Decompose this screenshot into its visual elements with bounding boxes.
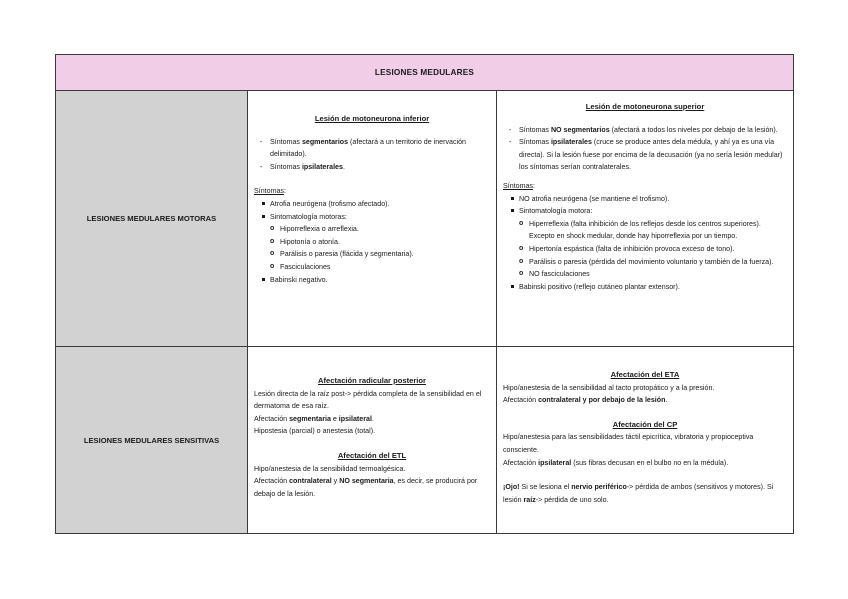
cell-motoneurona-inferior	[248, 91, 497, 346]
superior-bullet-list	[503, 193, 787, 218]
list-item: o Hiperreflexia (falta inhibición de los reflejos desde los centros superiores). Excepto en shock medular, donde hay hiporreflexia por un tiempo.	[503, 218, 787, 243]
superior-dash-list	[503, 124, 787, 174]
list-item: Sintomatología motoras:	[254, 211, 490, 224]
list-item: Babinski negativo.	[254, 274, 490, 287]
eta-afectacion: Afectación contralateral y por debajo de la lesión.	[503, 396, 668, 405]
list-item: o Hipertonía espástica (falta de inhibición provoca exceso de tono).	[503, 243, 787, 256]
list-item: o NO fasciculaciones	[503, 268, 787, 281]
table-title: LESIONES MEDULARES	[374, 68, 475, 77]
inferior-bullet-list-2	[254, 274, 490, 287]
etl-text: Hipo/anestesia de la sensibilidad termoalgésica.	[254, 464, 406, 473]
cp-title: Afectación del CP	[612, 419, 678, 429]
cp-text: Hipo/anestesia para las sensibilidades táctil epicrítica, vibratoria y propioceptiva consciente.	[503, 433, 754, 454]
superior-sub-list	[503, 218, 787, 281]
radicular-title: Afectación radicular posterior	[317, 376, 427, 385]
list-item: o Hiporreflexia o arreflexia.	[254, 223, 490, 236]
list-item: - Síntomas ipsilaterales.	[254, 161, 490, 174]
cell-sensitivas-derecha	[497, 346, 793, 533]
inferior-sub-list	[254, 223, 490, 273]
row-label-sensitivas-text: LESIONES MEDULARES SENSITIVAS	[83, 435, 220, 445]
list-item: - Síntomas segmentarios (afectará a un territorio de inervación delimitado).	[254, 136, 490, 161]
row-label-motoras	[56, 91, 248, 346]
inferior-dash-list	[254, 136, 490, 174]
superior-title: Lesión de motoneurona superior	[585, 102, 705, 111]
etl-title: Afectación del ETL	[337, 450, 407, 460]
list-item: o Parálisis o paresia (pérdida del movimiento voluntario y también de la fuerza).	[503, 256, 787, 269]
list-item: o Hipotonía o atonía.	[254, 236, 490, 249]
row-label-sensitivas	[56, 346, 248, 533]
list-item: Atrofia neurógena (trofismo afectado).	[254, 198, 490, 211]
row-label-motoras-text: LESIONES MEDULARES MOTORAS	[86, 214, 217, 223]
cell-sensitivas-izquierda	[248, 346, 497, 533]
cell-motoneurona-superior	[497, 91, 793, 346]
etl-afectacion: Afectación contralateral y NO segmentaria, es decir, se producirá por debajo de la lesión.	[254, 477, 478, 498]
cp-afectacion: Afectación ipsilateral (sus fibras decusan en el bulbo no en la médula).	[503, 458, 729, 467]
list-item: - Síntomas NO segmentarios (afectará a todos los niveles por debajo de la lesión).	[503, 124, 787, 137]
ojo-note: ¡Ojo! Si se lesiona el nervio periférico-> pérdida de ambos (sensitivos y motores). Si lesión raíz-> pérdida de uno solo.	[503, 483, 774, 504]
lesiones-table	[55, 54, 794, 534]
radicular-hipostesia: Hipostesia (parcial) o anestesia (total).	[254, 427, 376, 436]
list-item: o Fasciculaciones	[254, 261, 490, 274]
table-header	[56, 55, 793, 91]
eta-text: Hipo/anestesia de la sensibilidad al tacto protopático y a la presión.	[503, 383, 715, 392]
inferior-sintomas-label: Síntomas:	[254, 187, 286, 196]
radicular-text: Lesión directa de la raíz post-> pérdida completa de la sensibilidad en el dermatoma de esa raíz.	[254, 389, 482, 411]
list-item: NO atrofia neurógena (se mantiene el trofismo).	[503, 193, 787, 206]
superior-bullet-list-2	[503, 281, 787, 294]
list-item: - Síntomas ipsilaterales (cruce se produce antes dela médula, y ahí ya es una vía directa). Si la lesión fuese por encima de la decusación (ya no sería lesión medular) los síntomas serían contralaterales.	[503, 136, 787, 174]
radicular-afectacion: Afectación segmentaria e ipsilateral.	[254, 414, 374, 423]
list-item: o Parálisis o paresia (flácida y segmentaria).	[254, 248, 490, 261]
list-item: Babinski positivo (reflejo cutáneo plantar extensor).	[503, 281, 787, 294]
inferior-title: Lesión de motoneurona inferior	[314, 114, 430, 123]
inferior-bullet-list	[254, 198, 490, 223]
superior-sintomas-label: Síntomas:	[503, 181, 535, 190]
list-item: Sintomatología motora:	[503, 205, 787, 218]
eta-title: Afectación del ETA	[610, 370, 680, 379]
